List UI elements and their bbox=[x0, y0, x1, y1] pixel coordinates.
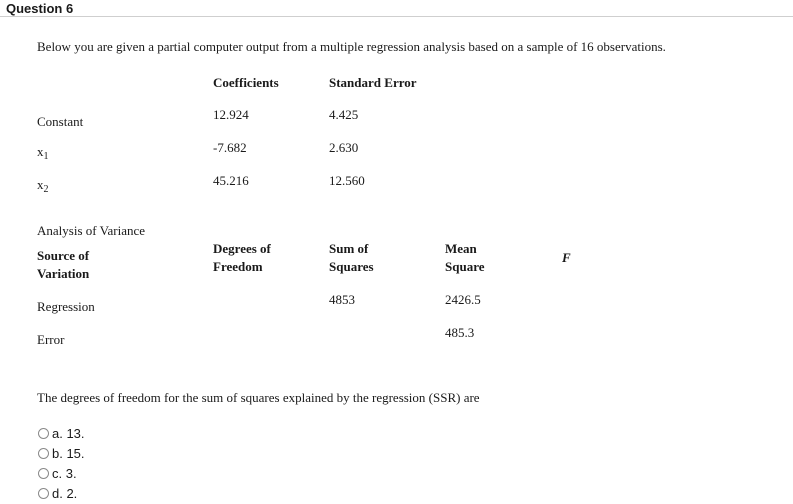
anova-ms-error: 485.3 bbox=[445, 325, 475, 340]
coef-header-std-error: Standard Error bbox=[329, 75, 417, 90]
question-intro: Below you are given a partial computer output from a multiple regression analysis based on a sample of 16 observations. bbox=[37, 39, 666, 54]
radio-button-c[interactable] bbox=[38, 468, 49, 479]
anova-header-df-line1: Degrees of bbox=[213, 241, 271, 256]
question-title: Question 6 bbox=[6, 1, 74, 16]
anova-title: Analysis of Variance bbox=[37, 223, 146, 238]
anova-header-ss-line2: Squares bbox=[329, 259, 374, 274]
anova-header-source-line2: Variation bbox=[37, 266, 90, 281]
option-b[interactable] bbox=[38, 443, 85, 463]
question-prompt: The degrees of freedom for the sum of squares explained by the regression (SSR) are bbox=[37, 390, 480, 405]
anova-header-source-line1: Source of bbox=[37, 248, 90, 263]
coef-value-constant: 12.924 bbox=[213, 107, 249, 122]
coef-header-coefficients: Coefficients bbox=[213, 75, 279, 90]
std-error-constant: 4.425 bbox=[329, 107, 359, 122]
coef-row-label-constant: Constant bbox=[37, 114, 84, 129]
radio-button-a[interactable] bbox=[38, 428, 49, 439]
option-d[interactable] bbox=[38, 483, 85, 503]
coef-value-x2: 45.216 bbox=[213, 173, 249, 188]
option-c-label[interactable]: c. 3. bbox=[52, 465, 77, 481]
radio-button-b[interactable] bbox=[38, 448, 49, 459]
anova-row-label-error: Error bbox=[37, 332, 65, 347]
anova-header-f: F bbox=[562, 250, 571, 265]
coef-value-x1: -7.682 bbox=[213, 140, 247, 155]
anova-header-ms-line1: Mean bbox=[445, 241, 477, 256]
anova-header-ms-line2: Square bbox=[445, 259, 485, 274]
coef-row-label-x2: $x_2$ bbox=[37, 177, 49, 195]
anova-header-df-line2: Freedom bbox=[213, 259, 263, 274]
option-a-label[interactable]: a. 13. bbox=[52, 425, 85, 441]
std-error-x2: 12.560 bbox=[329, 173, 365, 188]
anova-ms-regression: 2426.5 bbox=[445, 292, 481, 307]
anova-row-label-regression: Regression bbox=[37, 299, 95, 314]
radio-button-d[interactable] bbox=[38, 488, 49, 499]
option-a[interactable] bbox=[38, 423, 85, 443]
option-d-label[interactable]: d. 2. bbox=[52, 485, 78, 501]
option-c[interactable] bbox=[38, 463, 85, 483]
anova-header-ss-line1: Sum of bbox=[329, 241, 369, 256]
option-b-label[interactable]: b. 15. bbox=[52, 445, 85, 461]
question-header bbox=[0, 0, 793, 17]
coef-row-label-x1: $x_1$ bbox=[37, 144, 49, 162]
anova-ss-regression: 4853 bbox=[329, 292, 355, 307]
std-error-x1: 2.630 bbox=[329, 140, 359, 155]
answer-options bbox=[38, 423, 85, 503]
